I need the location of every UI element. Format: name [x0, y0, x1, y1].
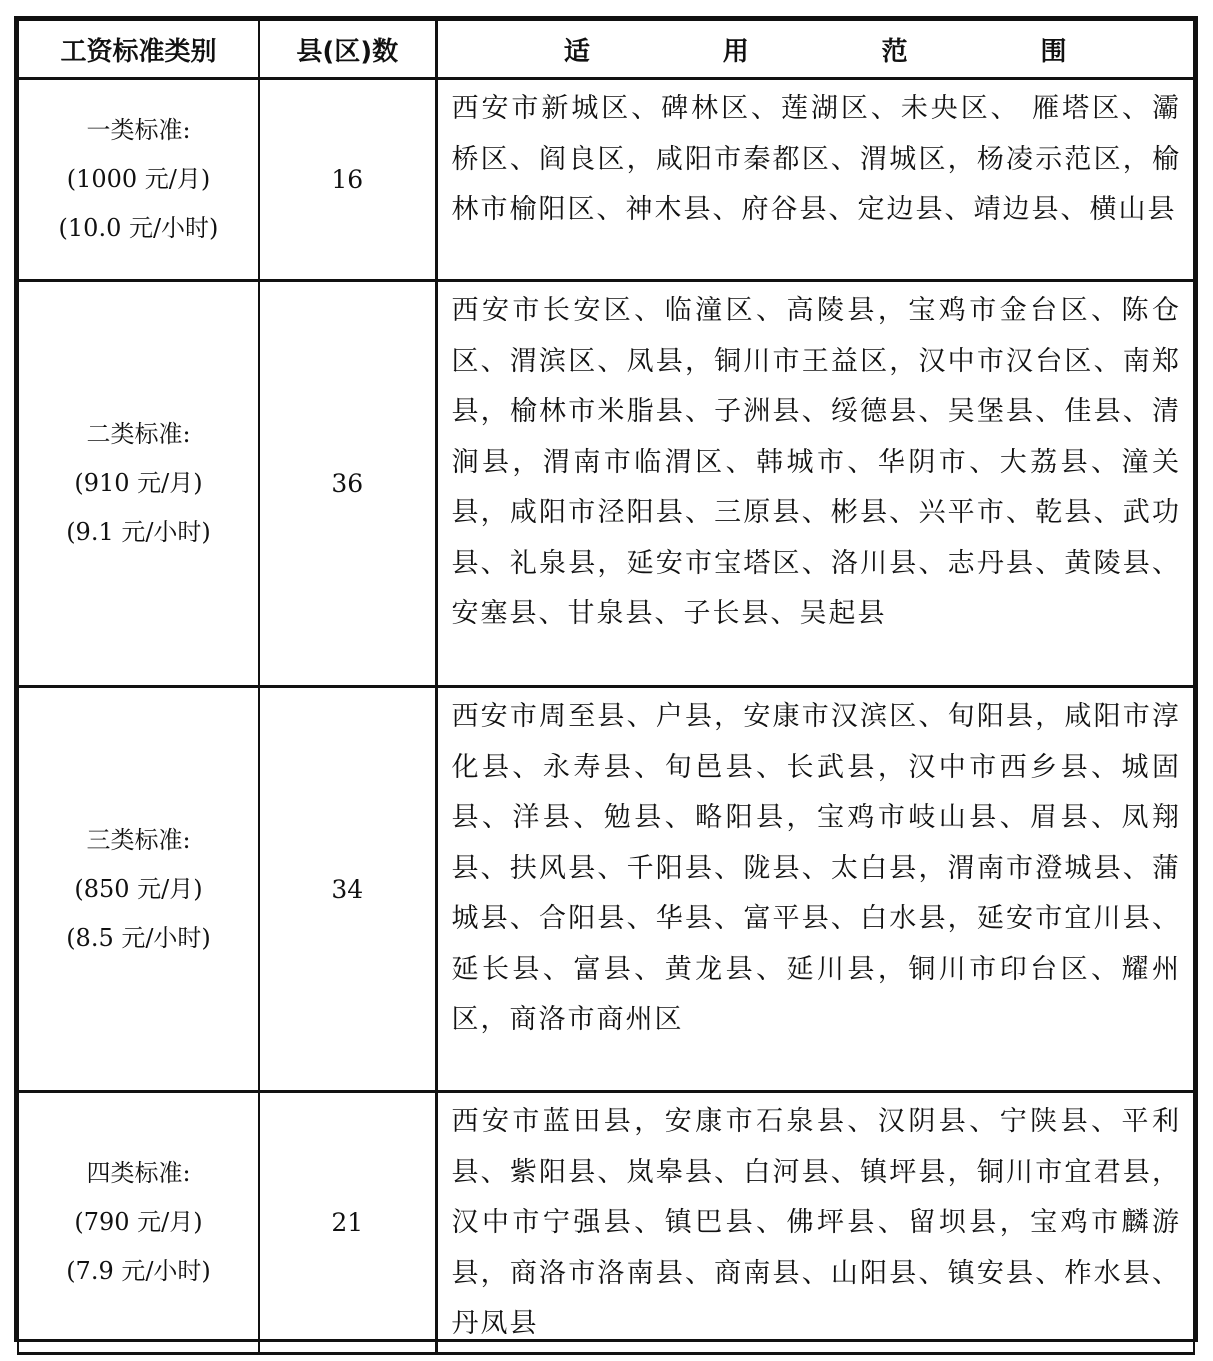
category-cell	[18, 1092, 259, 1354]
table-row	[18, 79, 1194, 281]
header-scope-char: 适	[563, 36, 590, 67]
scope-cell: 西安市周至县、户县，安康市汉滨区、旬阳县，咸阳市淳化县、永寿县、旬邑县、长武县，汉中市西乡县、城固县、洋县、勉县、略阳县，宝鸡市岐山县、眉县、凤翔县、扶风县、千阳县、陇县、太白县，渭南市澄城县、蒲城县、合阳县、华县、富平县、白水县，延安市宜川县、延长县、富县、黄龙县、延川县，铜川市印台区、耀州区，商洛市商州区	[436, 687, 1194, 1092]
hourly-wage: (7.9 元/小时)	[66, 1256, 211, 1285]
monthly-wage: (910 元/月)	[74, 469, 203, 497]
monthly-wage: (790 元/月)	[74, 1207, 203, 1236]
category-label: 二类标准:	[86, 420, 191, 448]
wage-table	[17, 19, 1195, 1355]
county-count: 16	[259, 79, 436, 281]
category-cell	[18, 687, 259, 1092]
table-row	[18, 281, 1194, 687]
header-category: 工资标准类别	[18, 20, 259, 79]
table-row	[18, 1092, 1194, 1354]
county-count: 34	[259, 687, 436, 1092]
hourly-wage: (9.1 元/小时)	[66, 518, 211, 546]
monthly-wage: (850 元/月)	[74, 874, 203, 903]
category-label: 四类标准:	[86, 1158, 191, 1187]
scope-cell: 西安市新城区、碑林区、莲湖区、未央区、 雁塔区、灞桥区、阎良区，咸阳市秦都区、渭城区，杨凌示范区，榆林市榆阳区、神木县、府谷县、定边县、靖边县、横山县	[436, 79, 1194, 281]
header-count: 县(区)数	[259, 20, 436, 79]
category-cell	[18, 79, 259, 281]
category-label: 三类标准:	[86, 825, 191, 854]
header-scope	[436, 20, 1194, 79]
scope-cell: 西安市长安区、临潼区、高陵县，宝鸡市金台区、陈仓区、渭滨区、凤县，铜川市王益区，汉中市汉台区、南郑县，榆林市米脂县、子洲县、绥德县、吴堡县、佳县、清涧县，渭南市临渭区、韩城市、华阴市、大荔县、潼关县，咸阳市泾阳县、三原县、彬县、兴平市、乾县、武功县、礼泉县，延安市宝塔区、洛川县、志丹县、黄陵县、安塞县、甘泉县、子长县、吴起县	[436, 281, 1194, 687]
county-count: 21	[259, 1092, 436, 1354]
county-count: 36	[259, 281, 436, 687]
header-scope-char: 用	[722, 36, 749, 67]
monthly-wage: (1000 元/月)	[66, 165, 211, 193]
table-row	[18, 687, 1194, 1092]
table-header	[18, 20, 1194, 79]
hourly-wage: (10.0 元/小时)	[58, 214, 219, 242]
header-scope-char: 范	[881, 36, 908, 67]
wage-standard-table	[14, 16, 1198, 1342]
hourly-wage: (8.5 元/小时)	[66, 923, 211, 952]
category-cell	[18, 281, 259, 687]
scope-cell: 西安市蓝田县，安康市石泉县、汉阴县、宁陕县、平利县、紫阳县、岚皋县、白河县、镇坪县，铜川市宜君县，汉中市宁强县、镇巴县、佛坪县、留坝县，宝鸡市麟游县，商洛市洛南县、商南县、山阳县、镇安县、柞水县、丹凤县	[436, 1092, 1194, 1354]
category-label: 一类标准:	[86, 116, 191, 144]
header-scope-char: 围	[1040, 36, 1067, 67]
